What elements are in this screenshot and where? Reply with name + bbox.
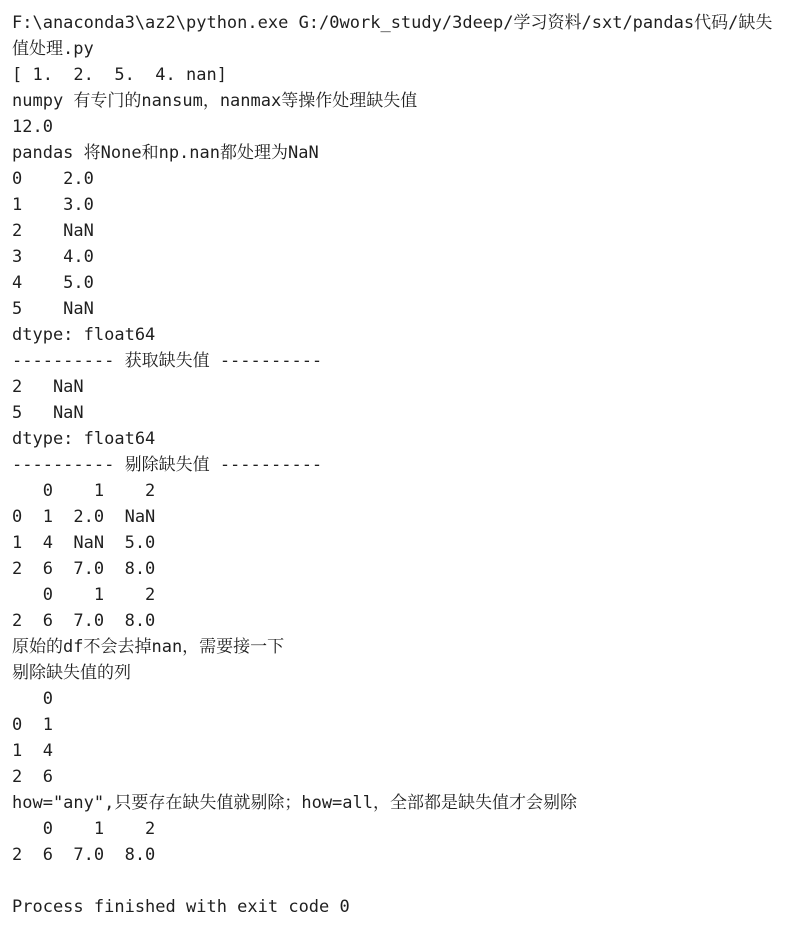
console-line: 2 6 7.0 8.0: [12, 611, 156, 631]
console-line: 4 5.0: [12, 273, 94, 293]
console-line: 原始的df不会去掉nan，需要接一下: [12, 637, 285, 657]
console-line: 1 4: [12, 741, 53, 761]
console-line: dtype: float64: [12, 325, 156, 345]
console-line: 0 1 2.0 NaN: [12, 507, 156, 527]
console-line: 2 6 7.0 8.0: [12, 845, 156, 865]
console-line: [ 1. 2. 5. 4. nan]: [12, 65, 227, 85]
console-line: [12, 868, 800, 894]
console-line: 0 1 2: [12, 819, 156, 839]
console-line: 1 3.0: [12, 195, 94, 215]
console-line: dtype: float64: [12, 429, 156, 449]
console-line: 2 NaN: [12, 221, 94, 241]
console-line: 5 NaN: [12, 403, 84, 423]
console-line: pandas 将None和np.nan都处理为NaN: [12, 143, 319, 163]
console-line: 0 1 2: [12, 585, 156, 605]
console-line: 0: [12, 689, 53, 709]
console-line: 0 1 2: [12, 481, 156, 501]
console-line: ---------- 获取缺失值 ----------: [12, 351, 323, 371]
console-line: 0 2.0: [12, 169, 94, 189]
console-line: Process finished with exit code 0: [12, 897, 350, 917]
console-line: how="any",只要存在缺失值就剔除；how=all，全部都是缺失值才会剔除: [12, 793, 577, 813]
console-line: ---------- 剔除缺失值 ----------: [12, 455, 323, 475]
console-line: 剔除缺失值的列: [12, 663, 131, 683]
console-line: 2 6 7.0 8.0: [12, 559, 156, 579]
console-line: 2 NaN: [12, 377, 84, 397]
console-line: F:\anaconda3\az2\python.exe G:/0work_study/3deep/学习资料/sxt/pandas代码/缺失: [12, 13, 773, 33]
console-line: 1 4 NaN 5.0: [12, 533, 156, 553]
console-line: 2 6: [12, 767, 53, 787]
console-line: numpy 有专门的nansum，nanmax等操作处理缺失值: [12, 91, 418, 111]
console-line: 0 1: [12, 715, 53, 735]
console-line: 3 4.0: [12, 247, 94, 267]
console-line: 5 NaN: [12, 299, 94, 319]
console-line: 值处理.py: [12, 39, 94, 59]
console-line: 12.0: [12, 117, 53, 137]
